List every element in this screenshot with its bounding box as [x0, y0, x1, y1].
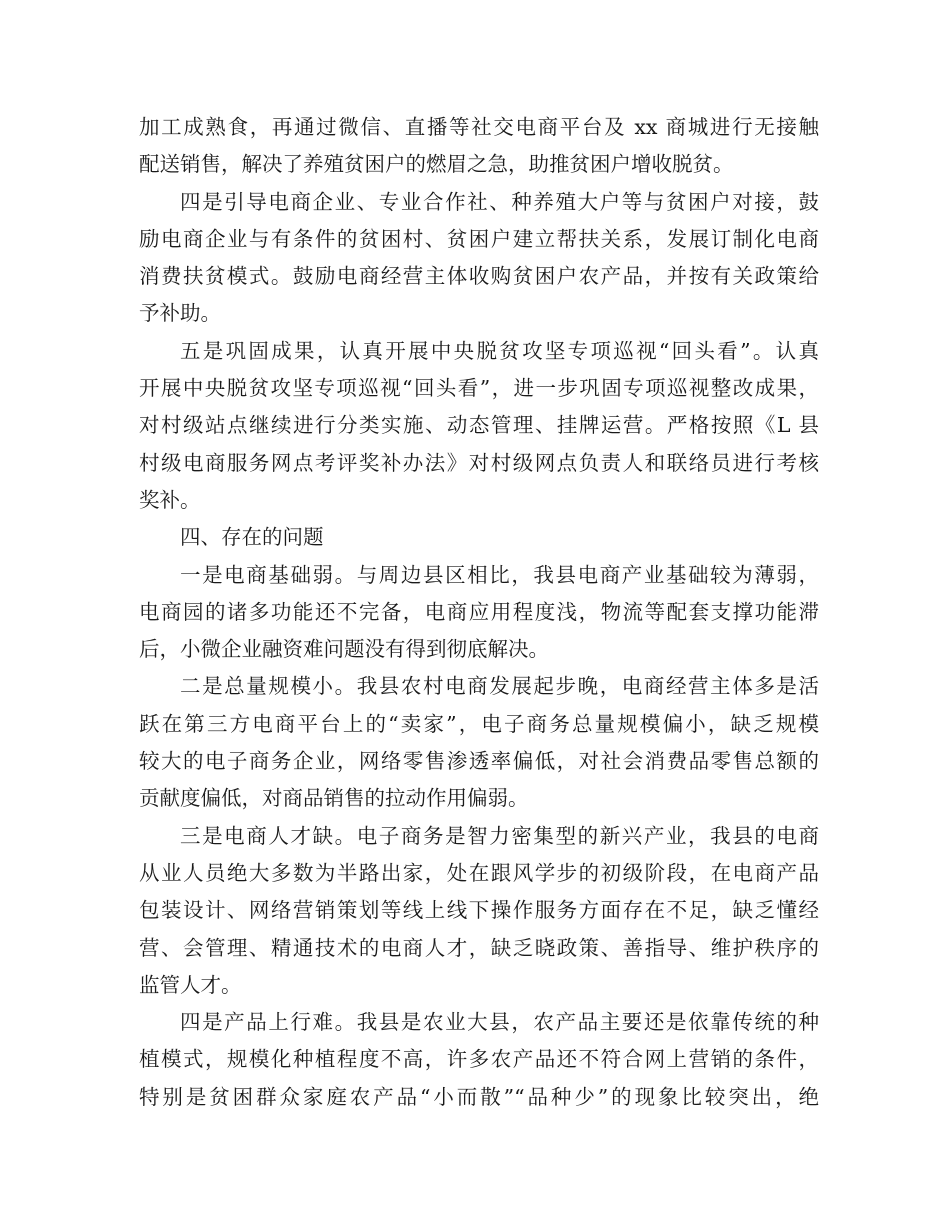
paragraph [139, 333, 819, 519]
paragraph [139, 184, 819, 333]
text-line: 四、存在的问题 [180, 525, 324, 550]
text-line: 一是电商基础弱。与周边县区相比，我县电商产业基础较为薄弱， [180, 562, 819, 587]
text-line: 后，小微企业融资难问题没有得到彻底解决。 [139, 637, 549, 662]
text-line: 加工成熟食，再通过微信、直播等社交电商平台及 xx 商城进行无接触 [139, 115, 819, 139]
text-line: 四是产品上行难。我县是农业大县，农产品主要还是依靠传统的种 [180, 1010, 819, 1035]
text-line: 四是引导电商企业、专业合作社、种养殖大户等与贫困户对接，鼓 [180, 189, 819, 214]
text-line: 五是巩固成果，认真开展中央脱贫攻坚专项巡视“回头看”。认真 [180, 338, 819, 363]
text-line: 贡献度偏低，对商品销售的拉动作用偏弱。 [139, 786, 529, 811]
text-line: 监管人才。 [139, 972, 242, 997]
paragraph [139, 818, 819, 1004]
text-line: 奖补。 [139, 487, 201, 512]
text-line: 开展中央脱贫攻坚专项巡视“回头看”，进一步巩固专项巡视整改成果， [139, 376, 819, 401]
text-line: 二是总量规模小。我县农村电商发展起步晚，电商经营主体多是活 [180, 674, 819, 699]
text-line: 较大的电子商务企业，网络零售渗透率偏低，对社会消费品零售总额的 [139, 749, 819, 774]
text-line: 从业人员绝大多数为半路出家，处在跟风学步的初级阶段，在电商产品 [139, 860, 819, 885]
paragraph [139, 1004, 819, 1116]
text-line: 配送销售，解决了养殖贫困户的燃眉之急，助推贫困户增收脱贫。 [139, 152, 734, 177]
paragraph [139, 109, 819, 184]
text-line: 植模式，规模化种植程度不高，许多农产品还不符合网上营销的条件， [139, 1047, 819, 1072]
text-line: 跃在第三方电商平台上的“卖家”，电子商务总量规模偏小，缺乏规模 [139, 711, 819, 736]
text-line: 三是电商人才缺。电子商务是智力密集型的新兴产业，我县的电商 [180, 823, 819, 848]
text-line: 对村级站点继续进行分类实施、动态管理、挂牌运营。严格按照《L 县 [139, 413, 819, 438]
text-line: 村级电商服务网点考评奖补办法》对村级网点负责人和联络员进行考核 [139, 450, 819, 475]
text-line: 予补助。 [139, 301, 221, 326]
document-body [139, 109, 819, 1116]
text-line: 消费扶贫模式。鼓励电商经营主体收购贫困户农产品，并按有关政策给 [139, 264, 819, 289]
paragraph [139, 557, 819, 669]
text-line: 营、会管理、精通技术的电商人才，缺乏晓政策、善指导、维护秩序的 [139, 935, 819, 960]
paragraph [139, 668, 819, 817]
text-line: 励电商企业与有条件的贫困村、贫困户建立帮扶关系，发展订制化电商 [139, 226, 819, 251]
section-heading [139, 519, 819, 556]
text-line: 包装设计、网络营销策划等线上线下操作服务方面存在不足，缺乏懂经 [139, 898, 819, 923]
text-line: 电商园的诸多功能还不完备，电商应用程度浅，物流等配套支撑功能滞 [139, 599, 819, 624]
text-line: 特别是贫困群众家庭农产品“小而散”“品种少”的现象比较突出，绝 [139, 1084, 819, 1109]
